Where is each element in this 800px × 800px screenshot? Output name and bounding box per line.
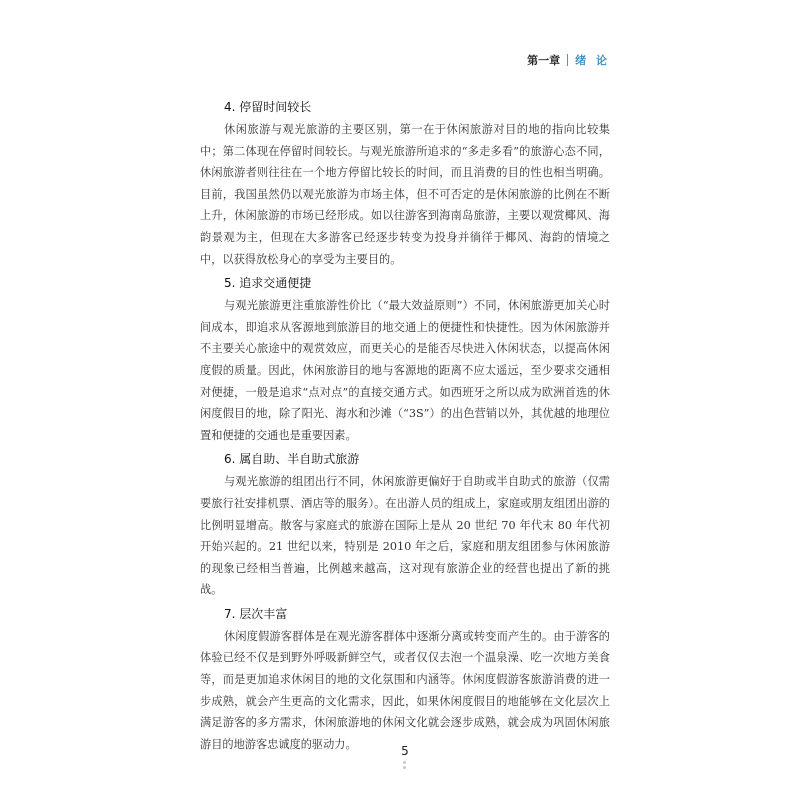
paragraph: 休闲旅游与观光旅游的主要区别，第一在于休闲旅游对目的地的指向比较集中；第二体现在停留时间较长。与观光旅游所追求的“多走多看”的旅游心态不同，休闲旅游者则往往在一个地方停留比较长的时间，而且消费的目的性也相当明确。目前，我国虽然仍以观光旅游为市场主体，但不可否定的是休闲旅游的比例在不断上升，休闲旅游的市场已经形成。如以往游客到海南岛旅游，主要以观赏椰风、海韵景观为主，但现在大多游客已经逐步转变为投身并徜徉于椰风、海韵的情境之中，以获得放松身心的享受为主要目的。 <box>200 123 610 266</box>
ornament-dot <box>403 761 406 764</box>
page-body <box>200 96 610 757</box>
chapter-label: 第一章 <box>527 54 561 67</box>
page-ornament <box>403 761 406 769</box>
section-heading-6: 6. 属自助、半自助式旅游 <box>224 452 360 467</box>
chapter-title: 绪 论 <box>575 54 610 67</box>
paragraph: 与观光旅游更注重旅游性价比（“最大效益原则”）不同，休闲旅游更加关心时间成本，即追求从客源地到旅游目的地交通上的便捷性和快捷性。因为休闲旅游并不主要关心旅途中的观赏效应，而更关心的是能否尽快进入休闲状态，以提高休闲度假的质量。因此，休闲旅游目的地与客源地的距离不应太遥远，至少要求交通相对便捷，一般是追求“点对点”的直接交通方式。如西班牙之所以成为欧洲首选的休闲度假目的地，除了阳光、海水和沙滩（“3S”）的出色营销以外，其优越的地理位置和便捷的交通也是重要因素。 <box>200 299 610 442</box>
section-heading-4: 4. 停留时间较长 <box>224 100 312 114</box>
header-divider <box>567 54 568 66</box>
paragraph: 与观光旅游的组团出行不同，休闲旅游更偏好于自助或半自助式的旅游（仅需要旅行社安排机票、酒店等的服务）。在出游人员的组成上，家庭或朋友组团出游的比例明显增高。散客与家庭式的旅游在国际上是从 20 世纪 70 年代末 80 年代初开始兴起的。21 世纪以来，特别是 2010 年之后，家庭和朋友组团参与休闲旅游的现象已经相当普遍，比例越来越高，这对现有旅游企业的经营也提出了新的挑战。 <box>200 475 610 597</box>
section-heading-5: 5. 追求交通便捷 <box>224 276 312 291</box>
section-heading-7: 7. 层次丰富 <box>224 606 288 621</box>
running-head <box>527 52 610 68</box>
ornament-dot <box>403 766 406 769</box>
page-number: 5 <box>401 744 409 758</box>
paragraph: 休闲度假游客群体是在观光游客群体中逐渐分离或转变而产生的。由于游客的体验已经不仅是到野外呼吸新鲜空气，或者仅仅去泡一个温泉澡、吃一次地方美食等，而是更加追求休闲目的地的文化氛围和内涵等。休闲度假游客旅游消费的进一步成熟，就会产生更高的文化需求，因此，如果休闲度假目的地能够在文化层次上满足游客的多方需求，休闲旅游地的休闲文化就会逐步成熟，就会成为巩固休闲旅游目的地游客忠诚度的驱动力。 <box>200 629 610 751</box>
